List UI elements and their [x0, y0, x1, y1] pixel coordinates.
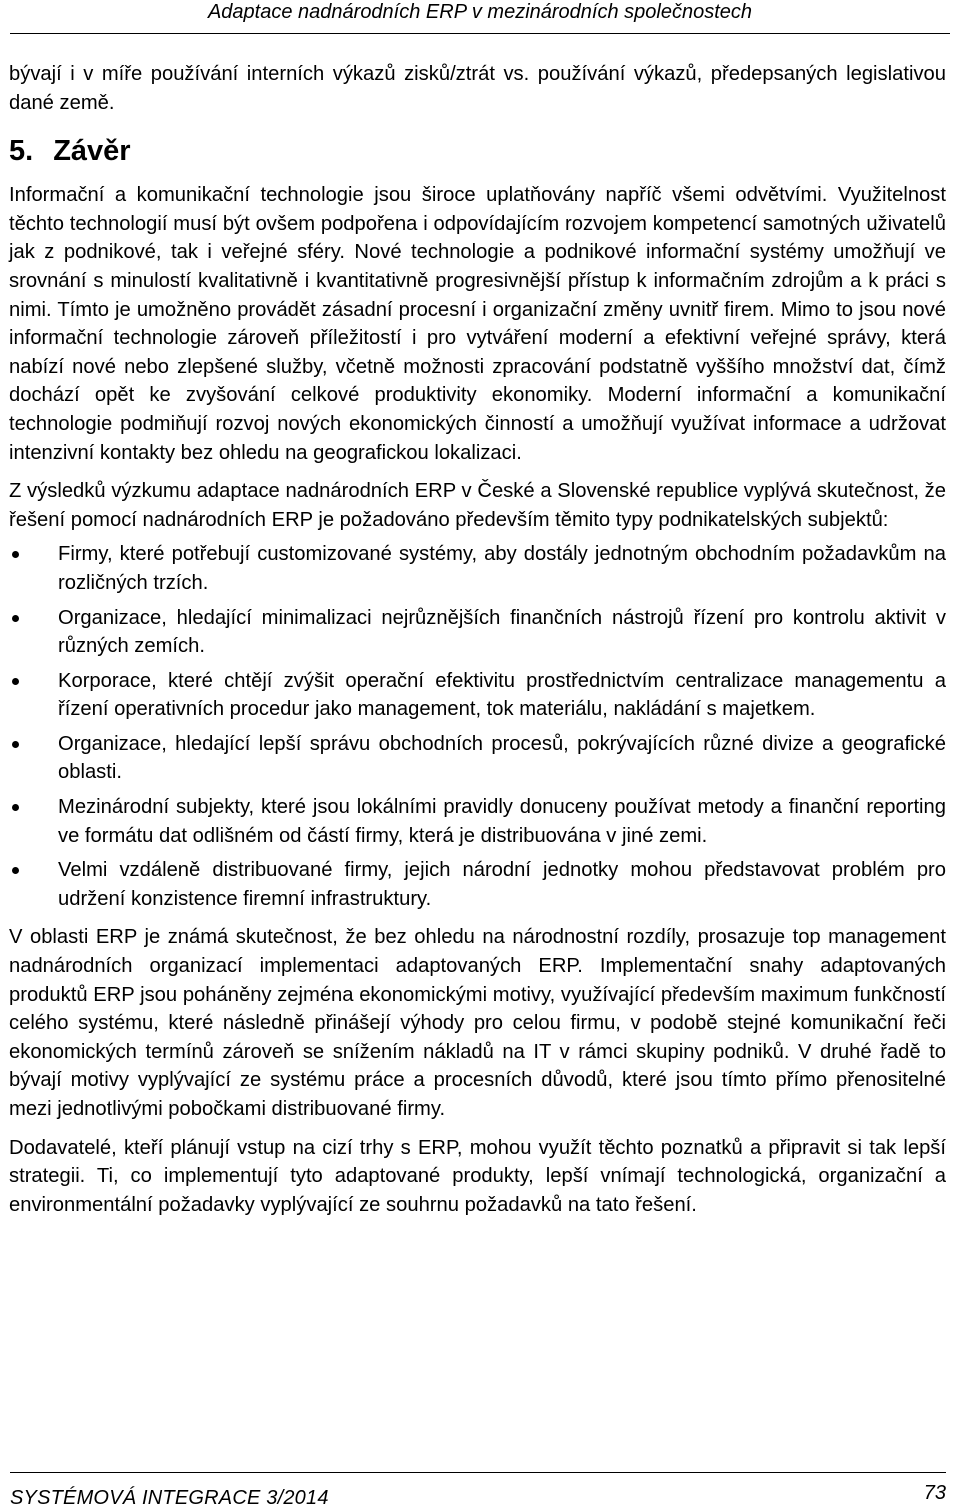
bullet-list [9, 540, 946, 913]
bullet-text: Organizace, hledající minimalizaci nejrůznějších finančních nástrojů řízení pro kontrolu aktivit v různých zemích. [58, 606, 946, 658]
bullet-text: Velmi vzdáleně distribuované firmy, jejich národní jednotky mohou představovat problém pro udržení konzistence firemní infrastruktury. [58, 859, 946, 910]
page-number: 73 [923, 1482, 946, 1504]
section-title: Závěr [53, 135, 131, 168]
bullet-icon [12, 615, 19, 622]
bullet-item [9, 540, 946, 597]
bullet-item [9, 793, 946, 850]
paragraph: V oblasti ERP je známá skutečnost, že bez ohledu na národnostní rozdíly, prosazuje top management nadnárodních organizací implementaci adaptovaných ERP. Implementační snahy adaptovaných produktů ERP jsou poháněny zejména ekonomickými motivy, využívající především maximum funkčností celého systému, které následně přinášejí výhody pro celou firmu, v podobě stejné komunikační řeči ekonomických termínů zároveň se snížením nákladů na IT v rámci skupiny podniků. V druhé řadě to bývají motivy vyplývající ze systému práce a procesních důvodů, které jsou tímto přímo přenositelné mezi jednotlivými pobočkami distribuované firmy. [9, 926, 946, 1120]
bullet-item [9, 856, 946, 913]
page-content [9, 60, 946, 1219]
running-header [10, 0, 950, 34]
bullet-icon [12, 678, 19, 685]
paragraph: Informační a komunikační technologie jsou široce uplatňovány napříč všemi odvětvími. Využitelnost těchto technologií musí být ovšem podpořena i odpovídajícím rozvojem kompetencí samotných uživatelů jak z podnikové, tak i veřejné sféry. Nové technologie a podnikové informační systémy umožňují ve srovnání s minulostí kvalitativně i kvantitativně progresivnější přístup k informačním zdrojům a k práci s nimi. Tímto je umožněno provádět zásadní procesní i organizační změny uvnitř firem. Mimo to jsou nové informační technologie zároveň příležitostí i pro vytváření moderní a efektivní veřejné správy, která nabízí nové nebo zlepšené služby, včetně možnosti zpracování podstatně vyššího množství dat, čímž dochází opět ke zvyšování celkové produktivity ekonomiky. Moderní informační a komunikační technologie podmiňují rozvoj nových ekonomických činností a umožňují využívat informace a udržovat intenzivní kontakty bez ohledu na geografickou lokalizaci. [9, 184, 946, 464]
section-heading [9, 133, 946, 169]
running-title: Adaptace nadnárodních ERP v mezinárodních společnostech [207, 1, 753, 23]
bullet-icon [12, 867, 19, 874]
bullet-item [9, 730, 946, 787]
paragraph: Dodavatelé, kteří plánují vstup na cizí trhy s ERP, mohou využít těchto poznatků a připravit si tak lepší strategii. Ti, co implementují tyto adaptované produkty, lepší vnímají technologická, organizační a environmentální požadavky vyplývající ze souhrnu požadavků na tato řešení. [9, 1136, 946, 1216]
bullet-item [9, 604, 946, 661]
bullet-text: Firmy, které potřebují customizované systémy, aby dostály jednotným obchodním požadavkům na rozličných trzích. [58, 543, 946, 594]
bullet-icon [12, 804, 19, 811]
bullet-item [9, 667, 946, 724]
journal-title: SYSTÉMOVÁ INTEGRACE 3/2014 [10, 1487, 329, 1509]
bullet-text: Korporace, které chtějí zvýšit operační efektivitu prostřednictvím centralizace managementu a řízení operativních procedur jako management, tok materiálu, nakládání s majetkem. [58, 669, 946, 721]
bullet-text: Mezinárodní subjekty, které jsou lokálními pravidly donuceny používat metody a finanční reporting ve formátu dat odlišném od částí firmy, která je distribuována v jiné zemi. [58, 796, 946, 847]
bullet-text: Organizace, hledající lepší správu obchodních procesů, pokrývajících různé divize a geografické oblasti. [58, 732, 946, 784]
page-footer [10, 1472, 946, 1509]
intro-paragraph: bývají i v míře používání interních výkazů zisků/ztrát vs. používání výkazů, předepsaných legislativou dané země. [9, 63, 946, 114]
bullet-icon [12, 551, 19, 558]
bullet-icon [12, 741, 19, 748]
paragraph: Z výsledků výzkumu adaptace nadnárodních ERP v České a Slovenské republice vyplývá skutečnost, že řešení pomocí nadnárodních ERP je požadováno především těmito typy podnikatelských subjektů: [9, 480, 946, 531]
section-number: 5. [9, 135, 34, 168]
